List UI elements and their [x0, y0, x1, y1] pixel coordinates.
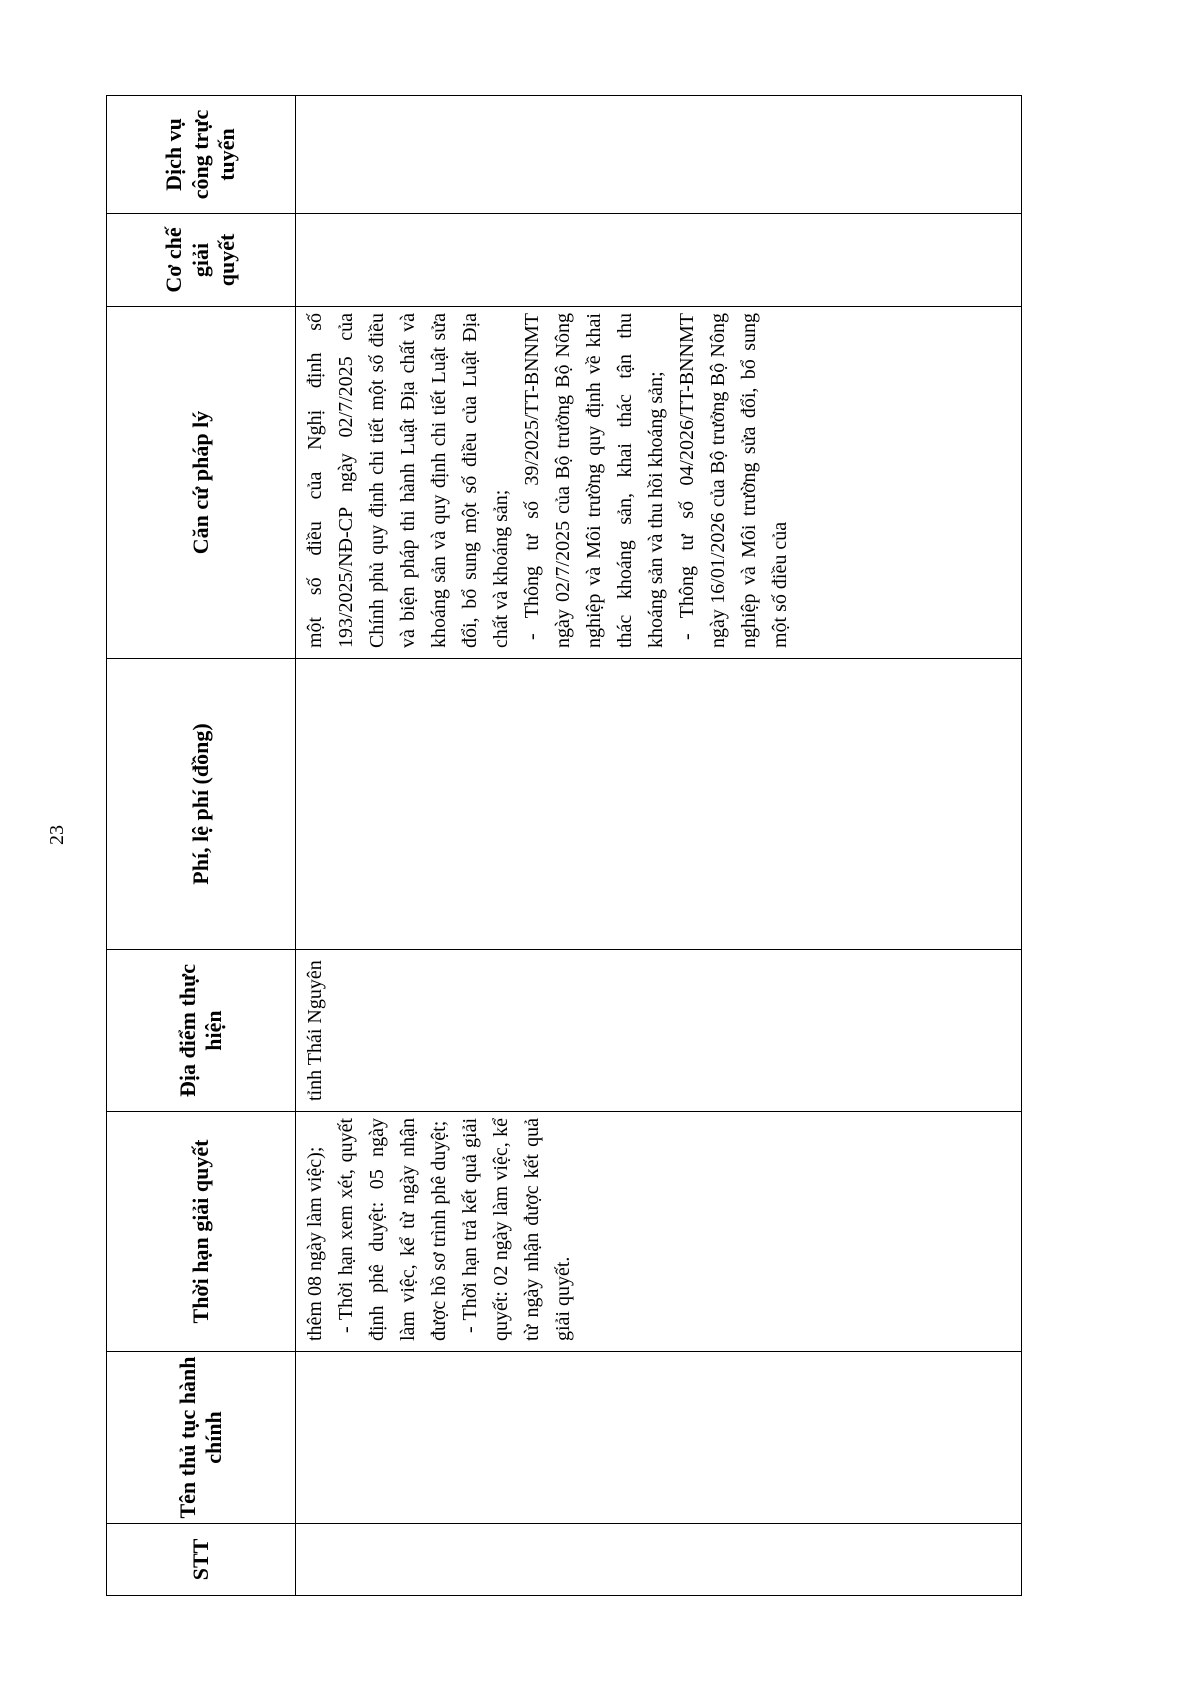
- legal-paragraph: một số điều của Nghị định số 193/2025/NĐ-CP ngày 02/7/2025 của Chính phủ quy định chi tiết một số điều và biện pháp thi hành Luật Địa chất và khoáng sản và quy định chi tiết Luật sửa đổi, bổ sung một số điều của Luật Địa chất và khoáng sản;: [304, 313, 512, 648]
- time-paragraph: thêm 08 ngày làm việc);: [304, 1146, 326, 1341]
- time-paragraph: - Thời hạn trả kết quả giải quyết: 02 ngày làm việc, kể từ ngày nhận được kết quả giải quyết.: [459, 1118, 574, 1341]
- header-stt: STT: [107, 1524, 296, 1596]
- time-paragraph: - Thời hạn xem xét, quyết định phê duyệt: 05 ngày làm việc, kể từ ngày nhận được hồ sơ trình phê duyệt;: [335, 1118, 450, 1341]
- cell-location: tỉnh Thái Nguyên: [296, 950, 1022, 1112]
- cell-procedure-name: [296, 1352, 1022, 1524]
- legal-paragraph: - Thông tư số 04/2026/TT-BNNMT ngày 16/01/2026 của Bộ trưởng Bộ Nông nghiệp và Môi trường sửa đổi, bổ sung một số điều của: [676, 313, 791, 648]
- header-processing-time: Thời hạn giải quyết: [107, 1112, 296, 1352]
- header-location: Địa điểm thực hiện: [107, 950, 296, 1112]
- page-number: 23: [46, 825, 68, 845]
- header-procedure-name: Tên thủ tục hành chính: [107, 1352, 296, 1524]
- header-fee: Phí, lệ phí (đồng): [107, 659, 296, 950]
- cell-stt: [296, 1524, 1022, 1596]
- procedure-table: [106, 95, 1022, 1596]
- cell-fee: [296, 659, 1022, 950]
- landscape-canvas: [106, 96, 1022, 1596]
- header-mechanism: Cơ chế giải quyết: [107, 214, 296, 307]
- cell-processing-time: [296, 1112, 1022, 1352]
- cell-mechanism: [296, 214, 1022, 307]
- table-row: [296, 96, 1022, 1596]
- header-legal-basis: Căn cứ pháp lý: [107, 307, 296, 659]
- header-online-service: Dịch vụ công trực tuyến: [107, 96, 296, 214]
- cell-legal-basis: [296, 307, 1022, 659]
- cell-online-service: [296, 96, 1022, 214]
- legal-paragraph: - Thông tư số 39/2025/TT-BNNMT ngày 02/7/2025 của Bộ trưởng Bộ Nông nghiệp và Môi trường quy định về khai thác khoáng sản, khai thác tận thu khoáng sản và thu hồi khoáng sản;: [521, 313, 667, 648]
- header-row: [107, 96, 296, 1596]
